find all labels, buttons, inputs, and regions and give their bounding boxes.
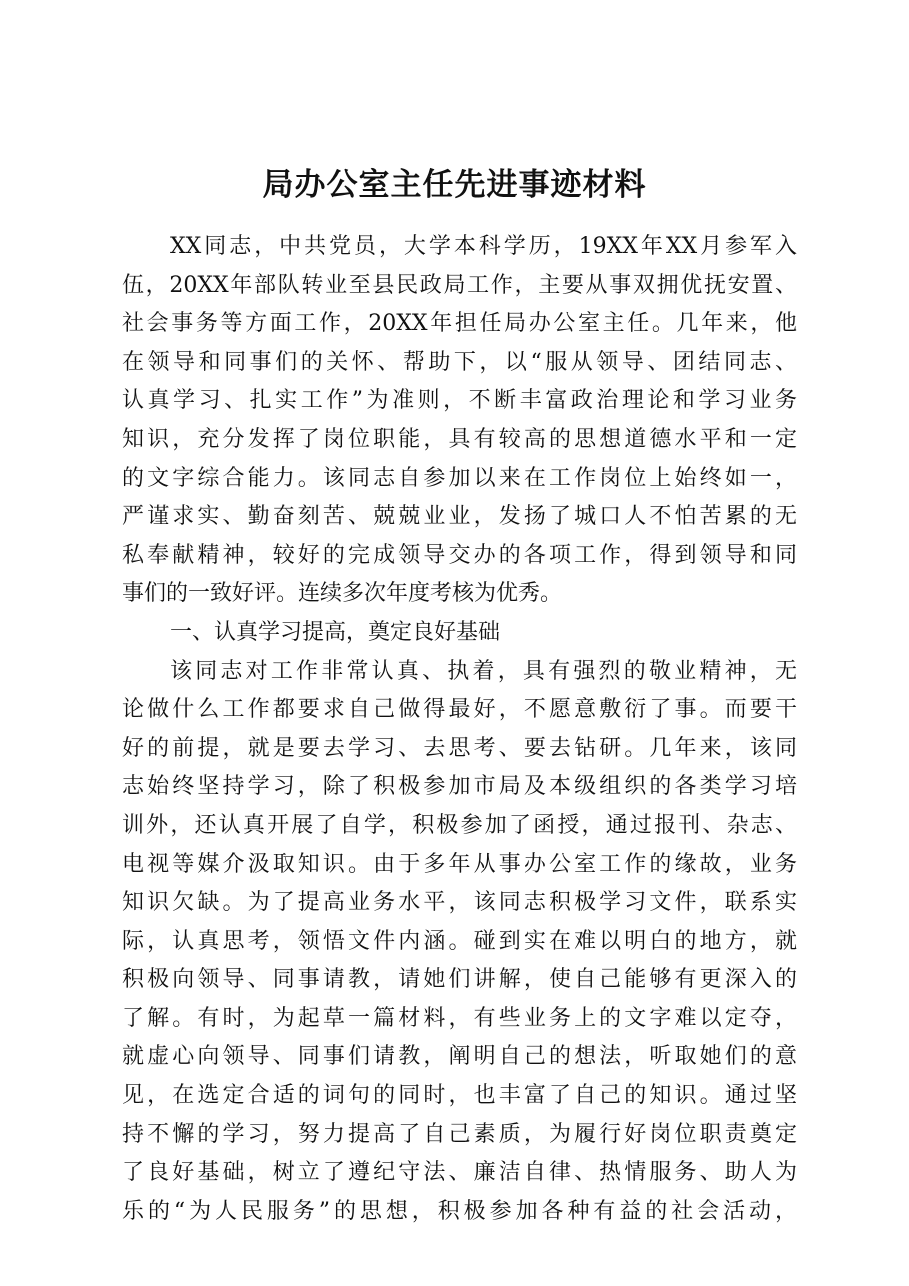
document-title: 局办公室主任先进事迹材料 xyxy=(262,167,647,203)
body-line: 了解。有时，为起草一篇材料，有些业务上的文字难以定夺， xyxy=(122,1005,797,1031)
body-line: 该同志对工作非常认真、执着，具有强烈的敬业精神，无 xyxy=(170,658,797,684)
body-line: 好的前提，就是要去学习、去思考、要去钻研。几年来，该同 xyxy=(122,735,797,761)
body-line: 的文字综合能力。该同志自参加以来在工作岗位上始终如一， xyxy=(122,465,797,491)
body-line: 训外，还认真开展了自学，积极参加了函授，通过报刊、杂志、 xyxy=(122,812,797,838)
body-line: 伍，20XX年部队转业至县民政局工作，主要从事双拥优抚安置、 xyxy=(122,272,797,298)
body-line: 就虚心向领导、同事们请教，阐明自己的想法，听取她们的意 xyxy=(122,1044,797,1070)
body-line: 乐的“为人民服务”的思想，积极参加各种有益的社会活动， xyxy=(122,1198,797,1224)
body-line: 见，在选定合适的词句的同时，也丰富了自己的知识。通过坚 xyxy=(122,1083,797,1109)
body-line: 社会事务等方面工作，20XX年担任局办公室主任。几年来，他 xyxy=(122,311,797,337)
body-line: 志始终坚持学习，除了积极参加市局及本级组织的各类学习培 xyxy=(122,774,797,800)
body-line: 在领导和同事们的关怀、帮助下，以“服从领导、团结同志、 xyxy=(122,349,797,375)
body-line: 际，认真思考，领悟文件内涵。碰到实在难以明白的地方，就 xyxy=(122,928,797,954)
section-heading: 一、认真学习提高，奠定良好基础 xyxy=(170,619,501,645)
body-line: 论做什么工作都要求自己做得最好，不愿意敷衍了事。而要干 xyxy=(122,697,797,723)
body-line: 持不懈的学习，努力提高了自己素质，为履行好岗位职责奠定 xyxy=(122,1121,797,1147)
body-line: 了良好基础，树立了遵纪守法、廉洁自律、热情服务、助人为 xyxy=(122,1160,797,1186)
body-line: 私奉献精神，较好的完成领导交办的各项工作，得到领导和同 xyxy=(122,542,797,568)
body-line: 电视等媒介汲取知识。由于多年从事办公室工作的缘故，业务 xyxy=(122,851,797,877)
body-line: 积极向领导、同事请教，请她们讲解，使自己能够有更深入的 xyxy=(122,967,797,993)
body-line: 认真学习、扎实工作”为准则，不断丰富政治理论和学习业务 xyxy=(122,388,797,414)
document-body xyxy=(122,228,797,1231)
body-line: 严谨求实、勤奋刻苦、兢兢业业，发扬了城口人不怕苦累的无 xyxy=(122,504,797,530)
body-line: 知识，充分发挥了岗位职能，具有较高的思想道德水平和一定 xyxy=(122,426,797,452)
body-line: 事们的一致好评。连续多次年度考核为优秀。 xyxy=(122,581,563,607)
body-line: XX同志，中共党员，大学本科学历，19XX年XX月参军入 xyxy=(170,234,797,259)
body-line: 知识欠缺。为了提高业务水平，该同志积极学习文件，联系实 xyxy=(122,890,797,916)
